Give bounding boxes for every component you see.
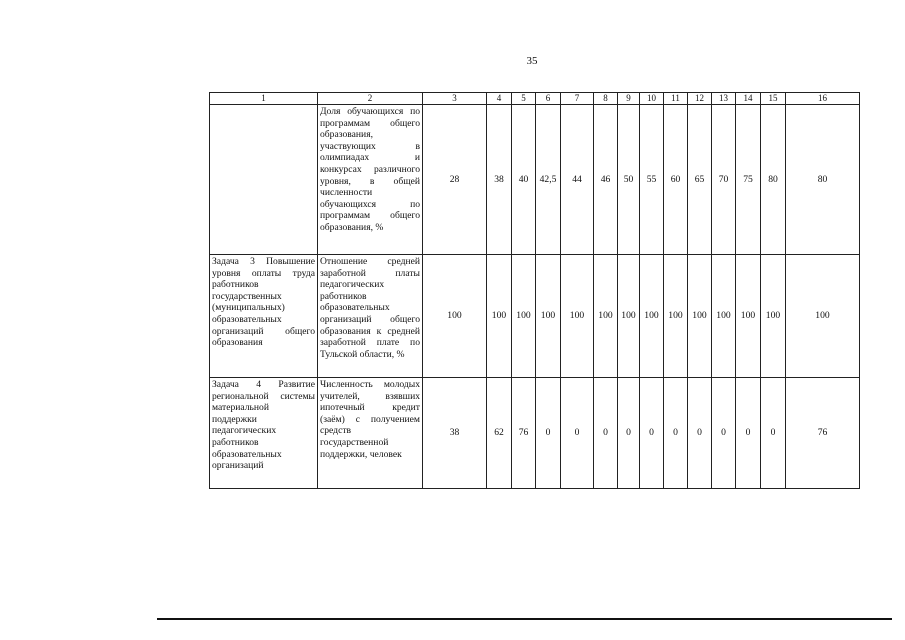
value-cell: 0 xyxy=(664,378,688,489)
header-cell: 9 xyxy=(618,93,640,105)
header-cell: 15 xyxy=(761,93,786,105)
value-cell: 55 xyxy=(640,105,664,255)
value-cell: 0 xyxy=(761,378,786,489)
value-cell: 70 xyxy=(712,105,736,255)
value-cell: 28 xyxy=(423,105,487,255)
value-cell: 46 xyxy=(594,105,618,255)
header-cell: 11 xyxy=(664,93,688,105)
table-row xyxy=(210,255,860,378)
indicator-cell: Численность молодых учителей, взявших ипотечный кредит (заём) с получением средств государственной поддержки, человек xyxy=(318,378,423,489)
value-cell: 100 xyxy=(640,255,664,378)
indicator-cell: Отношение средней заработной платы педагогических работников образовательных организаций общего образования к средней заработной плате по Тульской области, % xyxy=(318,255,423,378)
value-cell: 40 xyxy=(512,105,536,255)
header-cell: 7 xyxy=(561,93,594,105)
header-cell: 6 xyxy=(536,93,561,105)
value-cell: 75 xyxy=(736,105,761,255)
value-cell: 100 xyxy=(487,255,512,378)
value-cell: 42,5 xyxy=(536,105,561,255)
value-cell: 100 xyxy=(786,255,860,378)
task-cell xyxy=(210,105,318,255)
header-cell: 8 xyxy=(594,93,618,105)
value-cell: 80 xyxy=(786,105,860,255)
header-cell: 2 xyxy=(318,93,423,105)
header-cell: 14 xyxy=(736,93,761,105)
header-cell: 10 xyxy=(640,93,664,105)
indicator-cell: Доля обучающихся по программам общего образования, участвующих в олимпиадах и конкурсах различного уровня, в общей численности обучающихся по программам общего образования, % xyxy=(318,105,423,255)
header-cell: 13 xyxy=(712,93,736,105)
table-row xyxy=(210,378,860,489)
value-cell: 100 xyxy=(688,255,712,378)
value-cell: 100 xyxy=(761,255,786,378)
value-cell: 76 xyxy=(786,378,860,489)
value-cell: 0 xyxy=(561,378,594,489)
value-cell: 100 xyxy=(712,255,736,378)
header-cell: 4 xyxy=(487,93,512,105)
value-cell: 0 xyxy=(640,378,664,489)
bottom-rule xyxy=(157,618,892,620)
value-cell: 62 xyxy=(487,378,512,489)
value-cell: 38 xyxy=(487,105,512,255)
value-cell: 0 xyxy=(712,378,736,489)
value-cell: 100 xyxy=(594,255,618,378)
indicators-table xyxy=(209,92,860,489)
value-cell: 100 xyxy=(512,255,536,378)
value-cell: 38 xyxy=(423,378,487,489)
table-row xyxy=(210,105,860,255)
page-number: 35 xyxy=(526,55,538,67)
value-cell: 0 xyxy=(618,378,640,489)
value-cell: 100 xyxy=(664,255,688,378)
header-cell: 3 xyxy=(423,93,487,105)
header-row xyxy=(210,93,860,105)
header-cell: 12 xyxy=(688,93,712,105)
value-cell: 100 xyxy=(561,255,594,378)
value-cell: 0 xyxy=(688,378,712,489)
value-cell: 76 xyxy=(512,378,536,489)
value-cell: 100 xyxy=(536,255,561,378)
header-cell: 1 xyxy=(210,93,318,105)
header-cell: 16 xyxy=(786,93,860,105)
value-cell: 100 xyxy=(423,255,487,378)
task-cell: Задача 3 Повышение уровня оплаты труда работников государственных (муниципальных) образовательных организаций общего образования xyxy=(210,255,318,378)
value-cell: 50 xyxy=(618,105,640,255)
value-cell: 0 xyxy=(736,378,761,489)
value-cell: 0 xyxy=(536,378,561,489)
task-cell: Задача 4 Развитие региональной системы материальной поддержки педагогических работников образовательных организаций xyxy=(210,378,318,489)
value-cell: 80 xyxy=(761,105,786,255)
value-cell: 60 xyxy=(664,105,688,255)
header-cell: 5 xyxy=(512,93,536,105)
value-cell: 44 xyxy=(561,105,594,255)
value-cell: 65 xyxy=(688,105,712,255)
value-cell: 100 xyxy=(736,255,761,378)
value-cell: 0 xyxy=(594,378,618,489)
value-cell: 100 xyxy=(618,255,640,378)
